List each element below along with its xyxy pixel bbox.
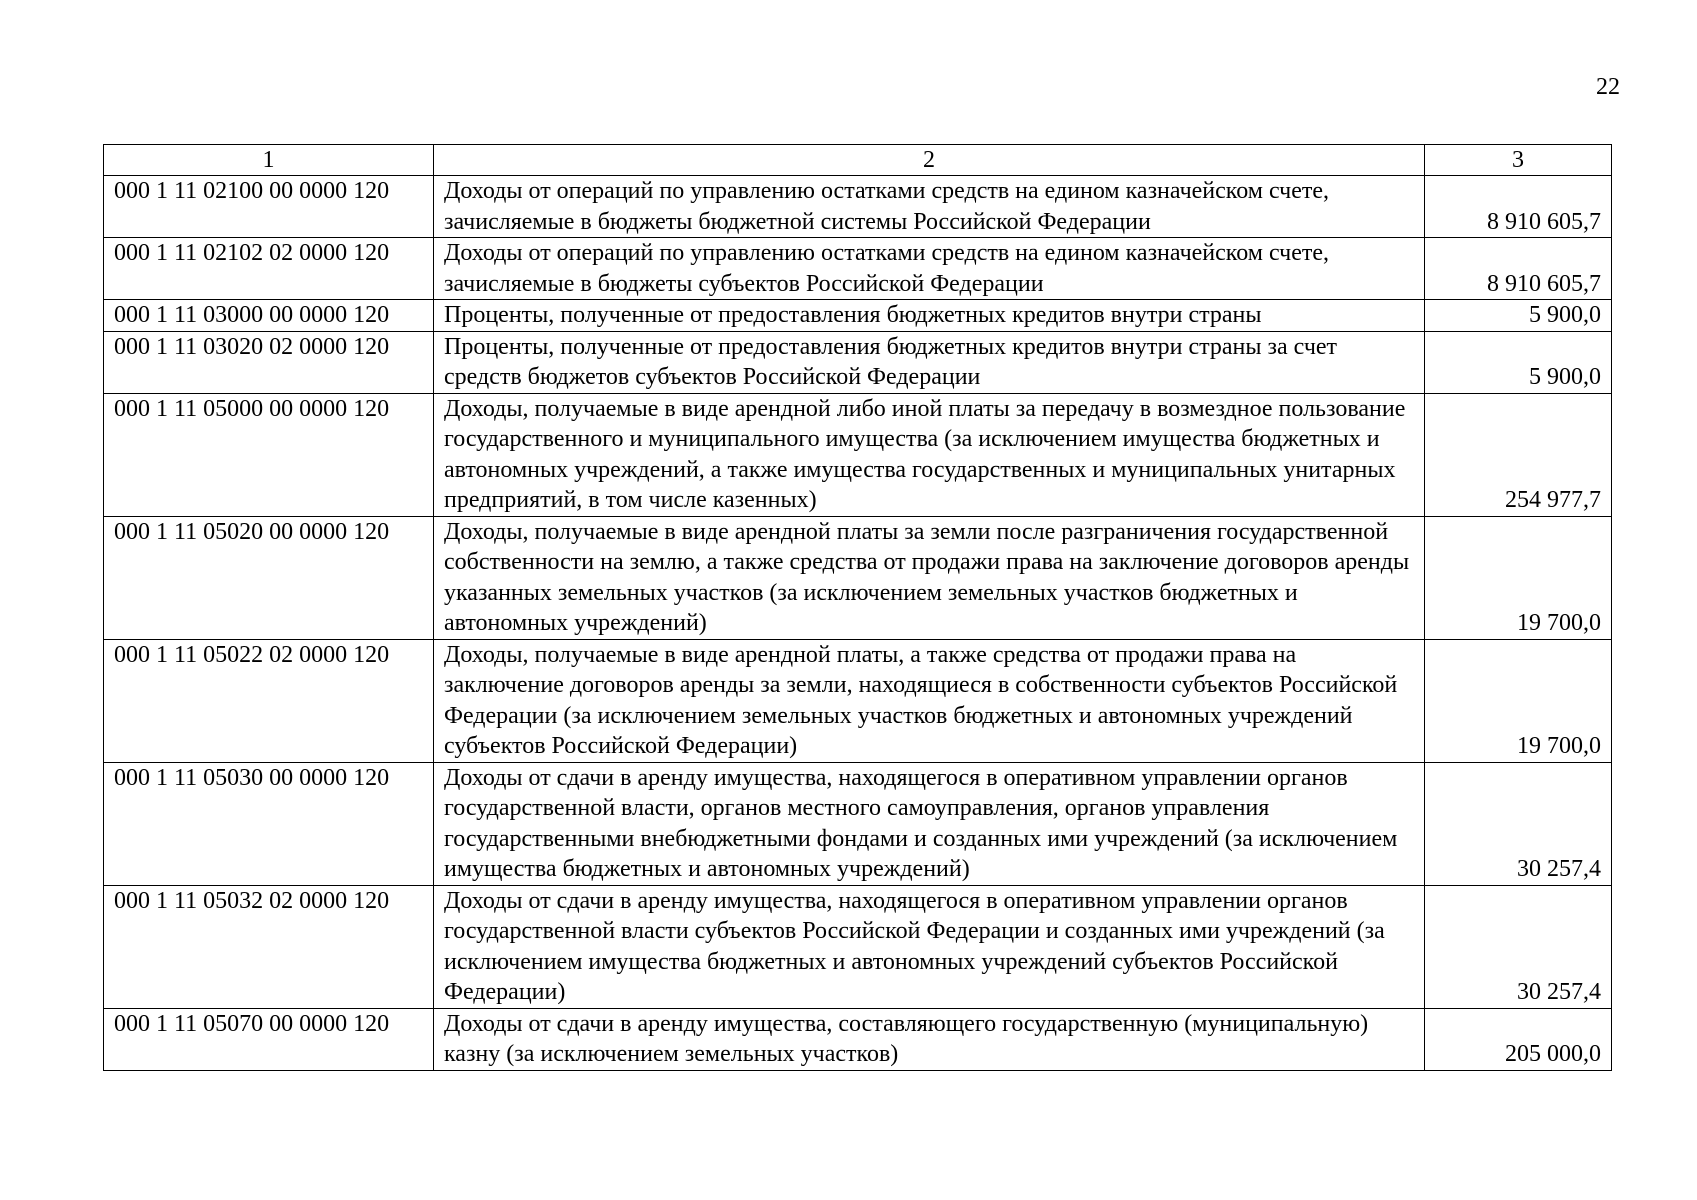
- row-description: Проценты, полученные от предоставления бюджетных кредитов внутри страны: [434, 300, 1425, 332]
- row-code: 000 1 11 02100 00 0000 120: [104, 176, 434, 238]
- table-header-row: [104, 145, 1612, 176]
- row-description: Доходы от операций по управлению остатками средств на едином казначейском счете, зачисляемые в бюджеты бюджетной системы Российской Федерации: [434, 176, 1425, 238]
- row-code: 000 1 11 03020 02 0000 120: [104, 331, 434, 393]
- row-amount: 254 977,7: [1425, 393, 1612, 516]
- row-amount: 8 910 605,7: [1425, 238, 1612, 300]
- row-description: Доходы от сдачи в аренду имущества, находящегося в оперативном управлении органов государственной власти субъектов Российской Федерации и созданных ими учреждений (за исключением имущества бюджетных и автономных учреждений субъектов Российской Федерации): [434, 885, 1425, 1008]
- row-description: Доходы, получаемые в виде арендной платы, а также средства от продажи права на заключение договоров аренды за земли, находящиеся в собственности субъектов Российской Федерации (за исключением земельных участков бюджетных и автономных учреждений субъектов Российской Федерации): [434, 639, 1425, 762]
- row-description: Проценты, полученные от предоставления бюджетных кредитов внутри страны за счет средств бюджетов субъектов Российской Федерации: [434, 331, 1425, 393]
- row-amount: 19 700,0: [1425, 516, 1612, 639]
- row-amount: 19 700,0: [1425, 639, 1612, 762]
- table-row: [104, 176, 1612, 238]
- column-header-description: 2: [434, 145, 1425, 176]
- row-description: Доходы от сдачи в аренду имущества, составляющего государственную (муниципальную) казну (за исключением земельных участков): [434, 1008, 1425, 1070]
- row-code: 000 1 11 05032 02 0000 120: [104, 885, 434, 1008]
- row-code: 000 1 11 05070 00 0000 120: [104, 1008, 434, 1070]
- row-code: 000 1 11 05022 02 0000 120: [104, 639, 434, 762]
- table-row: [104, 885, 1612, 1008]
- row-description: Доходы, получаемые в виде арендной либо иной платы за передачу в возмездное пользование государственного и муниципального имущества (за исключением имущества бюджетных и автономных учреждений, а также имущества государственных и муниципальных унитарных предприятий, в том числе казенных): [434, 393, 1425, 516]
- row-amount: 30 257,4: [1425, 885, 1612, 1008]
- table-row: [104, 300, 1612, 332]
- row-code: 000 1 11 02102 02 0000 120: [104, 238, 434, 300]
- row-code: 000 1 11 05000 00 0000 120: [104, 393, 434, 516]
- table-row: [104, 393, 1612, 516]
- row-amount: 5 900,0: [1425, 300, 1612, 332]
- table-row: [104, 331, 1612, 393]
- table-row: [104, 1008, 1612, 1070]
- row-code: 000 1 11 05030 00 0000 120: [104, 762, 434, 885]
- page-number: 22: [1596, 74, 1620, 100]
- table-row: [104, 516, 1612, 639]
- table-row: [104, 639, 1612, 762]
- row-amount: 5 900,0: [1425, 331, 1612, 393]
- table-row: [104, 762, 1612, 885]
- row-amount: 205 000,0: [1425, 1008, 1612, 1070]
- revenue-table: [103, 144, 1612, 1071]
- column-header-code: 1: [104, 145, 434, 176]
- row-description: Доходы, получаемые в виде арендной платы за земли после разграничения государственной собственности на землю, а также средства от продажи права на заключение договоров аренды указанных земельных участков (за исключением земельных участков бюджетных и автономных учреждений): [434, 516, 1425, 639]
- table-row: [104, 238, 1612, 300]
- row-code: 000 1 11 03000 00 0000 120: [104, 300, 434, 332]
- row-description: Доходы от сдачи в аренду имущества, находящегося в оперативном управлении органов государственной власти, органов местного самоуправления, органов управления государственными внебюджетными фондами и созданных ими учреждений (за исключением имущества бюджетных и автономных учреждений): [434, 762, 1425, 885]
- row-amount: 30 257,4: [1425, 762, 1612, 885]
- row-amount: 8 910 605,7: [1425, 176, 1612, 238]
- column-header-amount: 3: [1425, 145, 1612, 176]
- row-code: 000 1 11 05020 00 0000 120: [104, 516, 434, 639]
- row-description: Доходы от операций по управлению остатками средств на едином казначейском счете, зачисляемые в бюджеты субъектов Российской Федерации: [434, 238, 1425, 300]
